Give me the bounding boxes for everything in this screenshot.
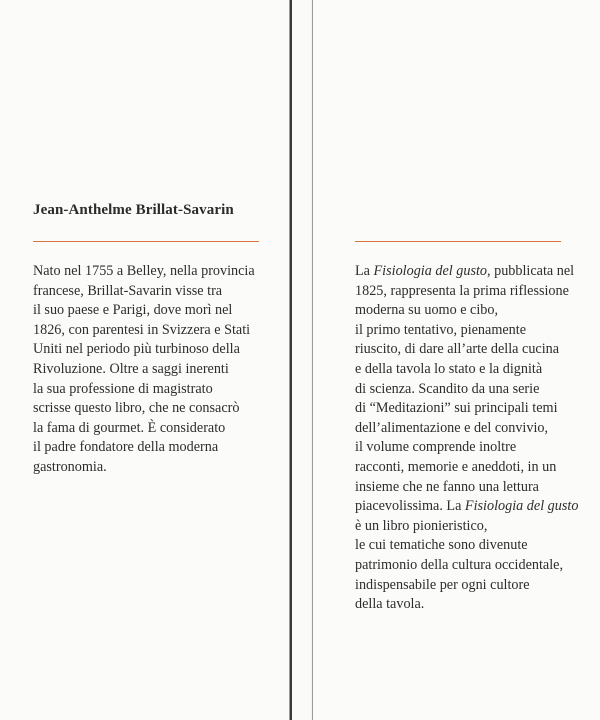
- fold-line: [290, 0, 292, 720]
- description-text: il primo tentativo, pienamente: [355, 321, 526, 338]
- description-line: [355, 458, 591, 478]
- description-text: racconti, memorie e aneddoti, in un: [355, 458, 557, 475]
- description-text: , pubblicata nel: [487, 263, 575, 279]
- description-text: La: [355, 263, 374, 279]
- bio-line: gastronomia.: [33, 458, 107, 475]
- description-line: [355, 380, 591, 400]
- description-text: 1825, rappresenta la prima riflessione: [355, 282, 569, 299]
- description-text: è un libro pionieristico,: [355, 517, 488, 534]
- description-text: insieme che ne fanno una lettura: [355, 478, 539, 495]
- description-line: [355, 576, 591, 596]
- description-line: [355, 556, 591, 576]
- description-line: [355, 419, 591, 439]
- description-line: [355, 595, 591, 615]
- right-accent-rule: [355, 241, 561, 242]
- description-text: indispensabile per ogni cultore: [355, 576, 530, 593]
- bio-line: scrisse questo libro, che ne consacrò: [33, 400, 240, 417]
- description-text: riuscito, di dare all’arte della cucina: [355, 341, 560, 358]
- bio-line: 1826, con parentesi in Svizzera e Stati: [33, 321, 251, 338]
- description-line: [355, 517, 591, 537]
- bio-line: Nato nel 1755 a Belley, nella provincia: [33, 263, 255, 279]
- description-text: le cui tematiche sono divenute: [355, 537, 528, 554]
- bio-line: il suo paese e Parigi, dove morì nel: [33, 302, 233, 319]
- bio-line: francese, Brillat-Savarin visse tra: [33, 282, 223, 299]
- left-accent-rule: [33, 241, 259, 242]
- description-text: piacevolissima. La: [355, 498, 465, 515]
- description-line: [355, 497, 591, 517]
- description-text: e della tavola lo stato e la dignità: [355, 360, 543, 377]
- bio-line: Uniti nel periodo più turbinoso della: [33, 341, 240, 358]
- description-line: [355, 399, 591, 419]
- book-title-italic: Fisiologia del gusto: [464, 498, 579, 515]
- author-biography: [33, 262, 283, 478]
- description-text: di “Meditazioni” sui principali temi: [355, 400, 558, 417]
- fold-gutter: [290, 0, 311, 720]
- bio-line: la fama di gourmet. È considerato: [33, 419, 226, 436]
- description-text: dell’alimentazione e del convivio,: [355, 419, 549, 436]
- description-text: moderna su uomo e cibo,: [355, 302, 499, 319]
- description-text: della tavola.: [355, 596, 425, 613]
- description-line: [355, 301, 591, 321]
- description-text: patrimonio della cultura occidentale,: [355, 556, 563, 573]
- description-line: [355, 282, 591, 302]
- description-line: [355, 478, 591, 498]
- description-text: di scienza. Scandito da una serie: [355, 380, 540, 397]
- description-line: [355, 360, 591, 380]
- description-line: [355, 536, 591, 556]
- book-description: [355, 262, 591, 615]
- description-line: [355, 321, 591, 341]
- bio-line: Rivoluzione. Oltre a saggi inerenti: [33, 360, 229, 377]
- bio-line: il padre fondatore della moderna: [33, 439, 219, 456]
- description-line: [355, 438, 591, 458]
- description-line: [355, 340, 591, 360]
- author-name: Jean-Anthelme Brillat-Savarin: [33, 202, 234, 218]
- bio-line: la sua professione di magistrato: [33, 380, 213, 397]
- description-line: [355, 262, 591, 282]
- book-title-italic: Fisiologia del gusto: [373, 263, 488, 279]
- description-text: il volume comprende inoltre: [355, 439, 517, 456]
